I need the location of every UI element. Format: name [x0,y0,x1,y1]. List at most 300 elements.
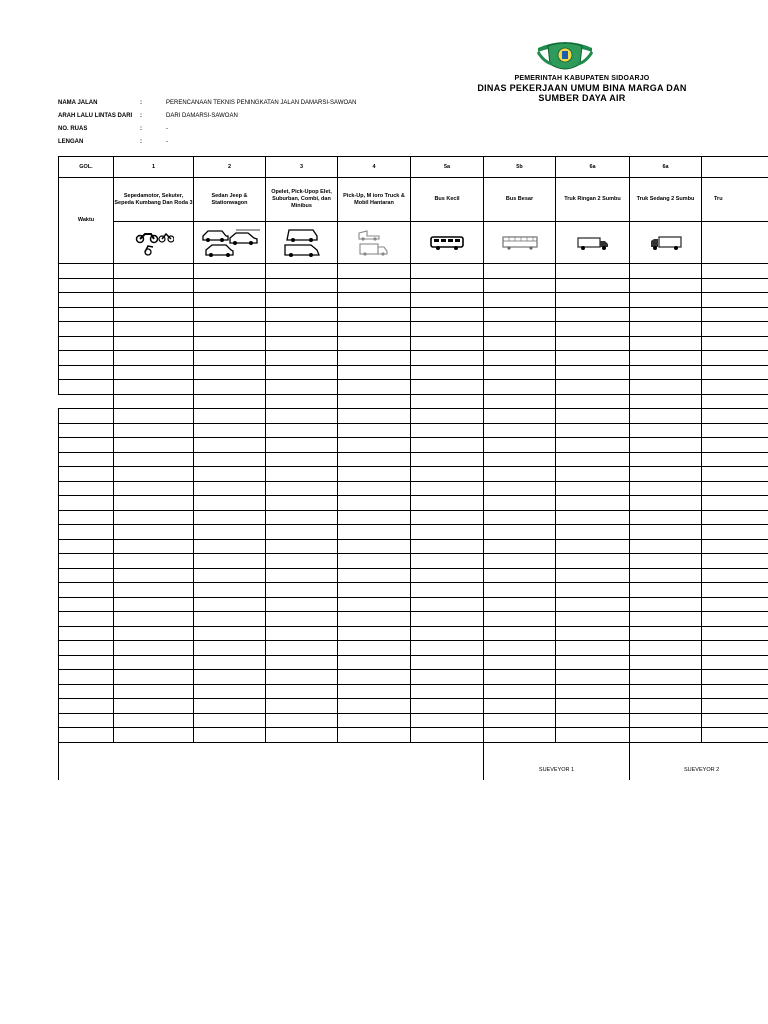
count-cell[interactable] [194,278,266,293]
count-cell[interactable] [556,684,630,699]
count-cell[interactable] [338,510,411,525]
count-cell[interactable] [630,510,702,525]
count-cell[interactable] [338,264,411,279]
count-cell[interactable] [630,438,702,453]
count-cell[interactable] [194,713,266,728]
count-cell[interactable] [266,525,338,540]
count-cell[interactable] [484,278,556,293]
count-cell[interactable] [266,655,338,670]
count-cell[interactable] [702,452,768,467]
count-cell[interactable] [411,583,484,598]
count-cell[interactable] [556,525,630,540]
count-cell[interactable] [114,597,194,612]
count-cell[interactable] [702,699,768,714]
count-cell[interactable] [194,438,266,453]
count-cell[interactable] [266,510,338,525]
count-cell[interactable] [702,670,768,685]
count-cell[interactable] [702,365,768,380]
count-cell[interactable] [702,481,768,496]
count-cell[interactable] [194,597,266,612]
count-cell[interactable] [194,641,266,656]
count-cell[interactable] [114,539,194,554]
count-cell[interactable] [338,467,411,482]
count-cell[interactable] [556,467,630,482]
count-cell[interactable] [194,365,266,380]
count-cell[interactable] [556,278,630,293]
count-cell[interactable] [266,568,338,583]
count-cell[interactable] [411,380,484,395]
waktu-cell[interactable] [59,307,114,322]
count-cell[interactable] [702,612,768,627]
waktu-cell[interactable] [59,583,114,598]
count-cell[interactable] [338,684,411,699]
count-cell[interactable] [411,307,484,322]
count-cell[interactable] [630,452,702,467]
count-cell[interactable] [338,583,411,598]
count-cell[interactable] [338,713,411,728]
waktu-cell[interactable] [59,597,114,612]
count-cell[interactable] [266,554,338,569]
count-cell[interactable] [556,699,630,714]
count-cell[interactable] [194,452,266,467]
count-cell[interactable] [484,510,556,525]
count-cell[interactable] [411,481,484,496]
count-cell[interactable] [266,351,338,366]
waktu-cell[interactable] [59,641,114,656]
count-cell[interactable] [702,293,768,308]
count-cell[interactable] [114,307,194,322]
count-cell[interactable] [266,423,338,438]
count-cell[interactable] [556,554,630,569]
count-cell[interactable] [114,525,194,540]
count-cell[interactable] [266,728,338,743]
count-cell[interactable] [338,481,411,496]
count-cell[interactable] [338,423,411,438]
waktu-cell[interactable] [59,655,114,670]
surveyor-2-signature[interactable]: SUEVEYOR 2 [630,742,768,780]
count-cell[interactable] [702,496,768,511]
count-cell[interactable] [266,467,338,482]
count-cell[interactable] [114,264,194,279]
count-cell[interactable] [194,612,266,627]
count-cell[interactable] [338,351,411,366]
count-cell[interactable] [484,307,556,322]
waktu-cell[interactable] [59,525,114,540]
count-cell[interactable] [411,699,484,714]
count-cell[interactable] [702,713,768,728]
notes-area[interactable] [59,742,484,780]
count-cell[interactable] [556,481,630,496]
count-cell[interactable] [266,438,338,453]
count-cell[interactable] [630,597,702,612]
count-cell[interactable] [556,568,630,583]
count-cell[interactable] [702,583,768,598]
count-cell[interactable] [630,655,702,670]
count-cell[interactable] [411,539,484,554]
count-cell[interactable] [484,293,556,308]
waktu-cell[interactable] [59,554,114,569]
count-cell[interactable] [266,293,338,308]
count-cell[interactable] [702,568,768,583]
count-cell[interactable] [338,496,411,511]
count-cell[interactable] [630,525,702,540]
count-cell[interactable] [484,380,556,395]
count-cell[interactable] [411,423,484,438]
count-cell[interactable] [556,336,630,351]
count-cell[interactable] [114,438,194,453]
count-cell[interactable] [630,728,702,743]
count-cell[interactable] [338,336,411,351]
count-cell[interactable] [114,641,194,656]
count-cell[interactable] [338,597,411,612]
count-cell[interactable] [630,641,702,656]
count-cell[interactable] [702,322,768,337]
count-cell[interactable] [266,264,338,279]
surveyor-1-signature[interactable]: SUEVEYOR 1 [484,742,630,780]
count-cell[interactable] [411,713,484,728]
count-cell[interactable] [484,626,556,641]
count-cell[interactable] [266,597,338,612]
count-cell[interactable] [114,713,194,728]
waktu-cell[interactable] [59,467,114,482]
count-cell[interactable] [484,322,556,337]
count-cell[interactable] [630,583,702,598]
count-cell[interactable] [702,641,768,656]
count-cell[interactable] [266,539,338,554]
count-cell[interactable] [194,264,266,279]
count-cell[interactable] [702,525,768,540]
count-cell[interactable] [556,380,630,395]
count-cell[interactable] [411,626,484,641]
count-cell[interactable] [194,481,266,496]
waktu-cell[interactable] [59,452,114,467]
count-cell[interactable] [702,510,768,525]
count-cell[interactable] [338,641,411,656]
count-cell[interactable] [114,293,194,308]
count-cell[interactable] [484,539,556,554]
count-cell[interactable] [702,728,768,743]
count-cell[interactable] [114,481,194,496]
count-cell[interactable] [484,481,556,496]
count-cell[interactable] [194,655,266,670]
count-cell[interactable] [194,322,266,337]
count-cell[interactable] [338,438,411,453]
count-cell[interactable] [411,293,484,308]
count-cell[interactable] [630,626,702,641]
count-cell[interactable] [630,336,702,351]
count-cell[interactable] [484,670,556,685]
count-cell[interactable] [338,307,411,322]
count-cell[interactable] [194,510,266,525]
count-cell[interactable] [114,351,194,366]
count-cell[interactable] [266,409,338,424]
waktu-cell[interactable] [59,351,114,366]
count-cell[interactable] [411,467,484,482]
waktu-cell[interactable] [59,278,114,293]
count-cell[interactable] [484,365,556,380]
count-cell[interactable] [194,728,266,743]
count-cell[interactable] [556,655,630,670]
count-cell[interactable] [484,264,556,279]
count-cell[interactable] [114,322,194,337]
count-cell[interactable] [194,336,266,351]
count-cell[interactable] [338,452,411,467]
count-cell[interactable] [630,365,702,380]
waktu-cell[interactable] [59,626,114,641]
count-cell[interactable] [338,525,411,540]
waktu-cell[interactable] [59,684,114,699]
count-cell[interactable] [411,568,484,583]
count-cell[interactable] [556,423,630,438]
count-cell[interactable] [630,264,702,279]
waktu-cell[interactable] [59,409,114,424]
count-cell[interactable] [411,554,484,569]
count-cell[interactable] [630,380,702,395]
count-cell[interactable] [266,336,338,351]
count-cell[interactable] [484,583,556,598]
count-cell[interactable] [114,612,194,627]
count-cell[interactable] [194,496,266,511]
count-cell[interactable] [556,293,630,308]
count-cell[interactable] [630,481,702,496]
waktu-cell[interactable] [59,539,114,554]
count-cell[interactable] [114,699,194,714]
count-cell[interactable] [194,307,266,322]
count-cell[interactable] [194,568,266,583]
count-cell[interactable] [702,626,768,641]
count-cell[interactable] [702,438,768,453]
count-cell[interactable] [484,525,556,540]
count-cell[interactable] [338,554,411,569]
count-cell[interactable] [484,336,556,351]
count-cell[interactable] [702,655,768,670]
count-cell[interactable] [630,496,702,511]
count-cell[interactable] [194,380,266,395]
count-cell[interactable] [556,670,630,685]
count-cell[interactable] [338,380,411,395]
count-cell[interactable] [266,322,338,337]
count-cell[interactable] [702,423,768,438]
count-cell[interactable] [266,365,338,380]
count-cell[interactable] [702,597,768,612]
count-cell[interactable] [266,612,338,627]
count-cell[interactable] [556,510,630,525]
count-cell[interactable] [556,438,630,453]
count-cell[interactable] [556,583,630,598]
count-cell[interactable] [266,684,338,699]
count-cell[interactable] [630,554,702,569]
count-cell[interactable] [338,365,411,380]
count-cell[interactable] [411,728,484,743]
count-cell[interactable] [114,452,194,467]
count-cell[interactable] [411,452,484,467]
count-cell[interactable] [194,351,266,366]
count-cell[interactable] [114,554,194,569]
count-cell[interactable] [194,525,266,540]
count-cell[interactable] [194,293,266,308]
count-cell[interactable] [556,322,630,337]
waktu-cell[interactable] [59,670,114,685]
count-cell[interactable] [702,380,768,395]
count-cell[interactable] [194,626,266,641]
count-cell[interactable] [338,322,411,337]
count-cell[interactable] [702,409,768,424]
count-cell[interactable] [411,655,484,670]
count-cell[interactable] [338,728,411,743]
waktu-cell[interactable] [59,699,114,714]
count-cell[interactable] [556,307,630,322]
count-cell[interactable] [556,452,630,467]
count-cell[interactable] [630,322,702,337]
count-cell[interactable] [114,423,194,438]
count-cell[interactable] [338,568,411,583]
count-cell[interactable] [556,496,630,511]
count-cell[interactable] [266,699,338,714]
count-cell[interactable] [484,351,556,366]
waktu-cell[interactable] [59,264,114,279]
count-cell[interactable] [702,684,768,699]
count-cell[interactable] [484,496,556,511]
count-cell[interactable] [556,409,630,424]
count-cell[interactable] [114,365,194,380]
count-cell[interactable] [411,322,484,337]
count-cell[interactable] [338,612,411,627]
waktu-cell[interactable] [59,336,114,351]
count-cell[interactable] [194,583,266,598]
count-cell[interactable] [266,380,338,395]
count-cell[interactable] [702,278,768,293]
waktu-cell[interactable] [59,510,114,525]
waktu-cell[interactable] [59,481,114,496]
count-cell[interactable] [266,278,338,293]
count-cell[interactable] [630,684,702,699]
count-cell[interactable] [266,713,338,728]
count-cell[interactable] [484,423,556,438]
count-cell[interactable] [484,684,556,699]
count-cell[interactable] [411,264,484,279]
count-cell[interactable] [630,423,702,438]
count-cell[interactable] [114,626,194,641]
count-cell[interactable] [484,641,556,656]
count-cell[interactable] [556,365,630,380]
count-cell[interactable] [630,293,702,308]
count-cell[interactable] [630,699,702,714]
waktu-cell[interactable] [59,612,114,627]
waktu-cell[interactable] [59,496,114,511]
count-cell[interactable] [194,467,266,482]
count-cell[interactable] [338,670,411,685]
count-cell[interactable] [194,684,266,699]
count-cell[interactable] [411,278,484,293]
waktu-cell[interactable] [59,365,114,380]
count-cell[interactable] [338,278,411,293]
count-cell[interactable] [630,539,702,554]
count-cell[interactable] [114,684,194,699]
count-cell[interactable] [411,336,484,351]
count-cell[interactable] [630,568,702,583]
count-cell[interactable] [630,351,702,366]
count-cell[interactable] [556,626,630,641]
count-cell[interactable] [556,612,630,627]
count-cell[interactable] [630,612,702,627]
count-cell[interactable] [338,699,411,714]
count-cell[interactable] [702,539,768,554]
count-cell[interactable] [114,467,194,482]
count-cell[interactable] [411,597,484,612]
count-cell[interactable] [484,409,556,424]
count-cell[interactable] [114,670,194,685]
count-cell[interactable] [194,423,266,438]
count-cell[interactable] [194,539,266,554]
count-cell[interactable] [266,641,338,656]
count-cell[interactable] [702,336,768,351]
count-cell[interactable] [556,351,630,366]
count-cell[interactable] [114,496,194,511]
count-cell[interactable] [114,409,194,424]
count-cell[interactable] [411,351,484,366]
count-cell[interactable] [484,713,556,728]
count-cell[interactable] [411,510,484,525]
count-cell[interactable] [702,351,768,366]
count-cell[interactable] [484,467,556,482]
count-cell[interactable] [266,670,338,685]
count-cell[interactable] [411,612,484,627]
count-cell[interactable] [702,554,768,569]
waktu-cell[interactable] [59,728,114,743]
count-cell[interactable] [411,670,484,685]
count-cell[interactable] [484,699,556,714]
count-cell[interactable] [556,728,630,743]
count-cell[interactable] [114,655,194,670]
count-cell[interactable] [702,307,768,322]
count-cell[interactable] [266,452,338,467]
count-cell[interactable] [338,539,411,554]
count-cell[interactable] [411,525,484,540]
count-cell[interactable] [266,626,338,641]
count-cell[interactable] [484,554,556,569]
count-cell[interactable] [266,496,338,511]
count-cell[interactable] [114,583,194,598]
waktu-cell[interactable] [59,293,114,308]
count-cell[interactable] [338,293,411,308]
waktu-cell[interactable] [59,568,114,583]
count-cell[interactable] [338,626,411,641]
count-cell[interactable] [114,336,194,351]
count-cell[interactable] [702,467,768,482]
waktu-cell[interactable] [59,713,114,728]
count-cell[interactable] [556,641,630,656]
count-cell[interactable] [411,409,484,424]
count-cell[interactable] [194,670,266,685]
count-cell[interactable] [556,713,630,728]
count-cell[interactable] [556,597,630,612]
count-cell[interactable] [114,510,194,525]
count-cell[interactable] [338,409,411,424]
count-cell[interactable] [484,438,556,453]
count-cell[interactable] [702,264,768,279]
count-cell[interactable] [114,728,194,743]
count-cell[interactable] [484,568,556,583]
count-cell[interactable] [630,467,702,482]
count-cell[interactable] [630,278,702,293]
count-cell[interactable] [194,699,266,714]
count-cell[interactable] [484,728,556,743]
count-cell[interactable] [411,496,484,511]
waktu-cell[interactable] [59,380,114,395]
count-cell[interactable] [556,264,630,279]
count-cell[interactable] [114,380,194,395]
count-cell[interactable] [411,684,484,699]
